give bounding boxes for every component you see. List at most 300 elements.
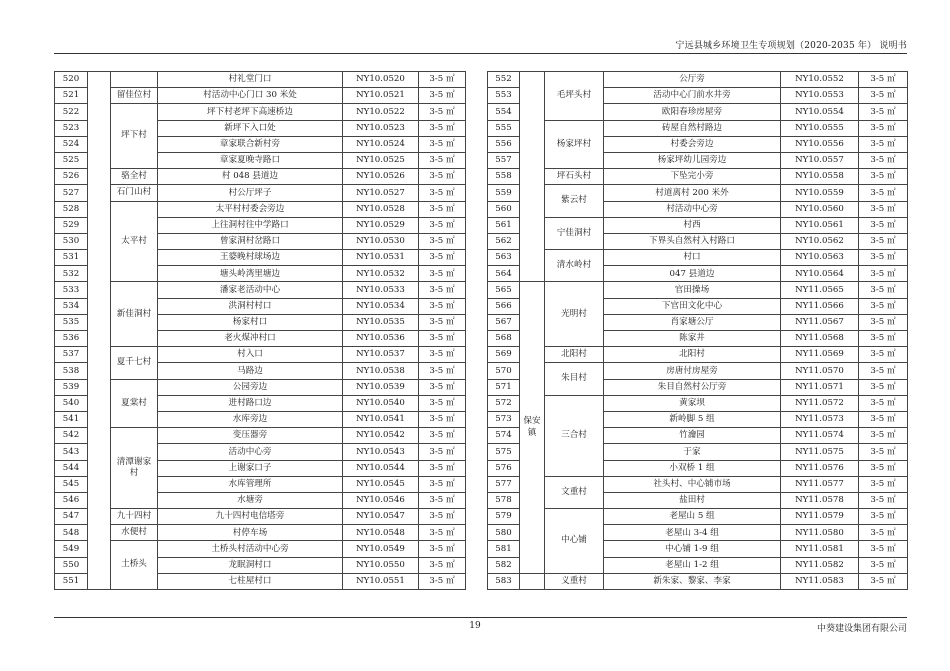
code-cell: NY10.0528 [343,201,419,217]
code-cell: NY11.0567 [781,314,859,330]
area-cell: 3-5 ㎡ [419,492,466,508]
row-number-cell: 563 [488,250,520,266]
code-cell: NY10.0535 [343,314,419,330]
code-cell: NY10.0520 [343,72,419,88]
site-cell: 下坠完小旁 [604,169,781,185]
site-cell: 下官田文化中心 [604,298,781,314]
code-cell: NY11.0566 [781,298,859,314]
code-cell: NY10.0522 [343,104,419,120]
village-cell: 留佳位村 [111,88,158,104]
town-cell [520,72,545,282]
row-number-cell: 568 [488,331,520,347]
code-cell: NY11.0569 [781,347,859,363]
site-cell: 小双桥 1 组 [604,460,781,476]
site-cell: 变压器旁 [158,428,343,444]
code-cell: NY10.0561 [781,217,859,233]
code-cell: NY10.0540 [343,395,419,411]
row-number-cell: 537 [55,347,88,363]
row-number-cell: 566 [488,298,520,314]
code-cell: NY11.0568 [781,331,859,347]
village-cell: 中心铺 [545,509,604,574]
area-cell: 3-5 ㎡ [419,363,466,379]
site-cell: 中心铺 1-9 组 [604,541,781,557]
site-cell: 七柱屋村口 [158,573,343,589]
village-cell: 九十四村 [111,509,158,525]
area-cell: 3-5 ㎡ [859,250,908,266]
area-cell: 3-5 ㎡ [859,298,908,314]
area-cell: 3-5 ㎡ [859,363,908,379]
site-cell: 公园旁边 [158,379,343,395]
area-cell: 3-5 ㎡ [859,185,908,201]
town-cell [88,72,111,590]
row-number-cell: 570 [488,363,520,379]
site-cell: 老屋山 1-2 组 [604,557,781,573]
site-cell: 新岭脚 5 组 [604,411,781,427]
table-row [55,509,466,525]
area-cell: 3-5 ㎡ [419,557,466,573]
code-cell: NY10.0559 [781,185,859,201]
code-cell: NY10.0530 [343,233,419,249]
village-cell: 文重村 [545,476,604,508]
area-cell: 3-5 ㎡ [859,266,908,282]
village-cell: 杨家坪村 [545,120,604,169]
area-cell: 3-5 ㎡ [419,185,466,201]
row-number-cell: 557 [488,152,520,168]
area-cell: 3-5 ㎡ [419,136,466,152]
site-cell: 047 县道边 [604,266,781,282]
area-cell: 3-5 ㎡ [419,152,466,168]
area-cell: 3-5 ㎡ [859,88,908,104]
village-cell: 清水岭村 [545,250,604,282]
site-cell: 朱目自然村公厅旁 [604,379,781,395]
row-number-cell: 555 [488,120,520,136]
area-cell: 3-5 ㎡ [419,120,466,136]
code-cell: NY10.0555 [781,120,859,136]
table-row [488,217,908,233]
row-number-cell: 524 [55,136,88,152]
row-number-cell: 556 [488,136,520,152]
village-cell: 土桥头 [111,541,158,590]
site-cell: 上往洞村往中学路口 [158,217,343,233]
site-cell: 活动中心旁 [158,444,343,460]
village-cell: 新佳洞村 [111,282,158,347]
row-number-cell: 573 [488,411,520,427]
row-number-cell: 533 [55,282,88,298]
document-header: 宁远县城乡环境卫生专项规划（2020-2035 年） 说明书 [675,41,907,51]
row-number-cell: 520 [55,72,88,88]
footer-rule [54,617,907,618]
site-cell: 老火煤冲村口 [158,331,343,347]
code-cell: NY10.0537 [343,347,419,363]
site-cell: 村活动中心门口 30 米处 [158,88,343,104]
code-cell: NY10.0543 [343,444,419,460]
area-cell: 3-5 ㎡ [419,266,466,282]
village-cell: 夏棠村 [111,379,158,428]
area-cell: 3-5 ㎡ [419,233,466,249]
area-cell: 3-5 ㎡ [419,331,466,347]
site-cell: 村停车场 [158,525,343,541]
code-cell: NY10.0527 [343,185,419,201]
table-row [488,347,908,363]
area-cell: 3-5 ㎡ [419,282,466,298]
table-row [488,250,908,266]
site-cell: 盐田村 [604,492,781,508]
site-cell: 土桥头村活动中心旁 [158,541,343,557]
village-cell: 太平村 [111,201,158,282]
site-cell: 砖屋自然村路边 [604,120,781,136]
area-cell: 3-5 ㎡ [859,104,908,120]
site-cell: 村礼堂门口 [158,72,343,88]
village-cell: 夏千七村 [111,347,158,379]
site-cell: 官田操场 [604,282,781,298]
row-number-cell: 562 [488,233,520,249]
row-number-cell: 535 [55,314,88,330]
site-cell: 龙眠洞村口 [158,557,343,573]
code-cell: NY10.0542 [343,428,419,444]
site-cell: 房唐付房屋旁 [604,363,781,379]
site-cell: 水库旁边 [158,411,343,427]
facility-table-right [487,71,908,590]
village-cell: 骆全村 [111,169,158,185]
area-cell: 3-5 ㎡ [419,298,466,314]
area-cell: 3-5 ㎡ [419,444,466,460]
row-number-cell: 560 [488,201,520,217]
table-row [488,363,908,379]
site-cell: 黄家坝 [604,395,781,411]
row-number-cell: 542 [55,428,88,444]
site-cell: 进村路口边 [158,395,343,411]
table-row [55,72,466,88]
code-cell: NY11.0575 [781,444,859,460]
area-cell: 3-5 ㎡ [419,250,466,266]
row-number-cell: 552 [488,72,520,88]
code-cell: NY10.0560 [781,201,859,217]
code-cell: NY10.0545 [343,476,419,492]
site-cell: 老屋山 3-4 组 [604,525,781,541]
area-cell: 3-5 ㎡ [859,201,908,217]
row-number-cell: 575 [488,444,520,460]
row-number-cell: 522 [55,104,88,120]
site-cell: 洪洞村村口 [158,298,343,314]
site-cell: 太平村村委会旁边 [158,201,343,217]
area-cell: 3-5 ㎡ [859,444,908,460]
table-row [488,573,908,589]
row-number-cell: 536 [55,331,88,347]
code-cell: NY10.0529 [343,217,419,233]
row-number-cell: 525 [55,152,88,168]
village-cell: 宁佳洞村 [545,217,604,249]
area-cell: 3-5 ㎡ [859,136,908,152]
area-cell: 3-5 ㎡ [419,395,466,411]
code-cell: NY11.0583 [781,573,859,589]
table-row [55,201,466,217]
table-row [55,428,466,444]
row-number-cell: 526 [55,169,88,185]
table-row [488,282,908,298]
row-number-cell: 558 [488,169,520,185]
table-row [488,120,908,136]
area-cell: 3-5 ㎡ [859,217,908,233]
site-cell: 章家联合新村旁 [158,136,343,152]
site-cell: 马路边 [158,363,343,379]
village-cell: 紫云村 [545,185,604,217]
area-cell: 3-5 ㎡ [859,233,908,249]
code-cell: NY10.0523 [343,120,419,136]
row-number-cell: 554 [488,104,520,120]
area-cell: 3-5 ㎡ [859,282,908,298]
row-number-cell: 578 [488,492,520,508]
code-cell: NY11.0573 [781,411,859,427]
site-cell: 新朱家、黎家、李家 [604,573,781,589]
row-number-cell: 527 [55,185,88,201]
table-row [55,379,466,395]
table-row [55,347,466,363]
area-cell: 3-5 ㎡ [859,509,908,525]
row-number-cell: 574 [488,428,520,444]
table-row [488,476,908,492]
code-cell: NY11.0581 [781,541,859,557]
code-cell: NY10.0526 [343,169,419,185]
area-cell: 3-5 ㎡ [419,428,466,444]
code-cell: NY10.0563 [781,250,859,266]
row-number-cell: 565 [488,282,520,298]
row-number-cell: 564 [488,266,520,282]
code-cell: NY10.0525 [343,152,419,168]
code-cell: NY11.0582 [781,557,859,573]
row-number-cell: 561 [488,217,520,233]
header-rule [54,53,907,54]
village-cell: 义重村 [545,573,604,589]
area-cell: 3-5 ㎡ [419,460,466,476]
row-number-cell: 559 [488,185,520,201]
row-number-cell: 544 [55,460,88,476]
code-cell: NY11.0572 [781,395,859,411]
code-cell: NY11.0576 [781,460,859,476]
code-cell: NY11.0580 [781,525,859,541]
town-cell: 保安镇 [520,282,545,573]
row-number-cell: 528 [55,201,88,217]
site-cell: 公厅旁 [604,72,781,88]
code-cell: NY10.0549 [343,541,419,557]
row-number-cell: 580 [488,525,520,541]
area-cell: 3-5 ㎡ [419,476,466,492]
table-row [55,169,466,185]
area-cell: 3-5 ㎡ [419,525,466,541]
site-cell: 村委会旁边 [604,136,781,152]
site-cell: 陈家井 [604,331,781,347]
site-cell: 水库管理所 [158,476,343,492]
area-cell: 3-5 ㎡ [859,492,908,508]
site-cell: 新坪下入口处 [158,120,343,136]
code-cell: NY10.0547 [343,509,419,525]
code-cell: NY10.0552 [781,72,859,88]
code-cell: NY10.0534 [343,298,419,314]
row-number-cell: 567 [488,314,520,330]
code-cell: NY11.0565 [781,282,859,298]
row-number-cell: 539 [55,379,88,395]
area-cell: 3-5 ㎡ [859,331,908,347]
code-cell: NY11.0570 [781,363,859,379]
code-cell: NY10.0553 [781,88,859,104]
table-row [488,395,908,411]
site-cell: 村入口 [158,347,343,363]
row-number-cell: 534 [55,298,88,314]
site-cell: 村 048 县道边 [158,169,343,185]
row-number-cell: 571 [488,379,520,395]
row-number-cell: 549 [55,541,88,557]
row-number-cell: 532 [55,266,88,282]
row-number-cell: 529 [55,217,88,233]
area-cell: 3-5 ㎡ [859,120,908,136]
company-name: 中葵建设集团有限公司 [816,624,907,634]
code-cell: NY10.0556 [781,136,859,152]
area-cell: 3-5 ㎡ [419,314,466,330]
row-number-cell: 569 [488,347,520,363]
code-cell: NY11.0578 [781,492,859,508]
site-cell: 村道离村 200 米外 [604,185,781,201]
row-number-cell: 523 [55,120,88,136]
area-cell: 3-5 ㎡ [859,428,908,444]
village-cell: 石门山村 [111,185,158,201]
table-row [55,282,466,298]
table-row [55,88,466,104]
code-cell: NY11.0579 [781,509,859,525]
area-cell: 3-5 ㎡ [859,411,908,427]
site-cell: 下界头自然村入村路口 [604,233,781,249]
code-cell: NY10.0521 [343,88,419,104]
row-number-cell: 572 [488,395,520,411]
site-cell: 老屋山 5 组 [604,509,781,525]
area-cell: 3-5 ㎡ [859,525,908,541]
site-cell: 杨家坪幼儿园旁边 [604,152,781,168]
table-row [55,541,466,557]
row-number-cell: 581 [488,541,520,557]
code-cell: NY10.0536 [343,331,419,347]
row-number-cell: 582 [488,557,520,573]
code-cell: NY10.0533 [343,282,419,298]
row-number-cell: 579 [488,509,520,525]
site-cell: 村西 [604,217,781,233]
table-row [488,509,908,525]
village-cell: 三合村 [545,395,604,476]
code-cell: NY10.0544 [343,460,419,476]
code-cell: NY10.0538 [343,363,419,379]
village-cell: 清潭谢家村 [111,428,158,509]
village-cell: 朱目村 [545,363,604,395]
site-cell: 章家夏晚寺路口 [158,152,343,168]
table-row [488,185,908,201]
code-cell: NY10.0562 [781,233,859,249]
row-number-cell: 547 [55,509,88,525]
area-cell: 3-5 ㎡ [859,379,908,395]
site-cell: 潘家老活动中心 [158,282,343,298]
area-cell: 3-5 ㎡ [419,88,466,104]
site-cell: 于家 [604,444,781,460]
area-cell: 3-5 ㎡ [419,509,466,525]
area-cell: 3-5 ㎡ [419,541,466,557]
code-cell: NY10.0554 [781,104,859,120]
row-number-cell: 583 [488,573,520,589]
row-number-cell: 531 [55,250,88,266]
area-cell: 3-5 ㎡ [859,314,908,330]
area-cell: 3-5 ㎡ [419,573,466,589]
code-cell: NY10.0558 [781,169,859,185]
code-cell: NY10.0548 [343,525,419,541]
site-cell: 肖家塘公厅 [604,314,781,330]
area-cell: 3-5 ㎡ [419,201,466,217]
row-number-cell: 577 [488,476,520,492]
village-cell: 坪下村 [111,104,158,169]
area-cell: 3-5 ㎡ [419,104,466,120]
site-cell: 水塘旁 [158,492,343,508]
code-cell: NY10.0524 [343,136,419,152]
row-number-cell: 545 [55,476,88,492]
table-row [488,72,908,88]
site-cell: 曾家洞村岔路口 [158,233,343,249]
table-row [55,185,466,201]
area-cell: 3-5 ㎡ [859,541,908,557]
site-cell: 北阳村 [604,347,781,363]
village-cell: 水便村 [111,525,158,541]
row-number-cell: 551 [55,573,88,589]
village-cell: 北阳村 [545,347,604,363]
town-cell [520,573,545,589]
site-cell: 欧阳春珍房屋旁 [604,104,781,120]
area-cell: 3-5 ㎡ [419,379,466,395]
village-cell: 光明村 [545,282,604,347]
row-number-cell: 550 [55,557,88,573]
area-cell: 3-5 ㎡ [859,476,908,492]
site-cell: 杨家村口 [158,314,343,330]
area-cell: 3-5 ㎡ [859,573,908,589]
area-cell: 3-5 ㎡ [859,347,908,363]
row-number-cell: 553 [488,88,520,104]
row-number-cell: 541 [55,411,88,427]
row-number-cell: 576 [488,460,520,476]
area-cell: 3-5 ㎡ [419,411,466,427]
row-number-cell: 540 [55,395,88,411]
code-cell: NY11.0574 [781,428,859,444]
table-row [488,169,908,185]
area-cell: 3-5 ㎡ [419,347,466,363]
area-cell: 3-5 ㎡ [859,152,908,168]
site-cell: 九十四村电信塔旁 [158,509,343,525]
area-cell: 3-5 ㎡ [419,217,466,233]
row-number-cell: 538 [55,363,88,379]
row-number-cell: 548 [55,525,88,541]
page-number: 19 [469,621,481,631]
code-cell: NY10.0541 [343,411,419,427]
village-cell: 毛坪头村 [545,72,604,121]
row-number-cell: 546 [55,492,88,508]
row-number-cell: 521 [55,88,88,104]
area-cell: 3-5 ㎡ [419,72,466,88]
village-cell [111,72,158,88]
site-cell: 社头村、中心铺市场 [604,476,781,492]
row-number-cell: 543 [55,444,88,460]
code-cell: NY10.0557 [781,152,859,168]
site-cell: 竹瀹园 [604,428,781,444]
site-cell: 王婆晚村球场边 [158,250,343,266]
site-cell: 村活动中心旁 [604,201,781,217]
code-cell: NY10.0532 [343,266,419,282]
village-cell: 坪石头村 [545,169,604,185]
code-cell: NY10.0546 [343,492,419,508]
site-cell: 坪下村老坪下高速桥边 [158,104,343,120]
site-cell: 上谢家口子 [158,460,343,476]
code-cell: NY10.0539 [343,379,419,395]
site-cell: 塘头岭湾里塘边 [158,266,343,282]
